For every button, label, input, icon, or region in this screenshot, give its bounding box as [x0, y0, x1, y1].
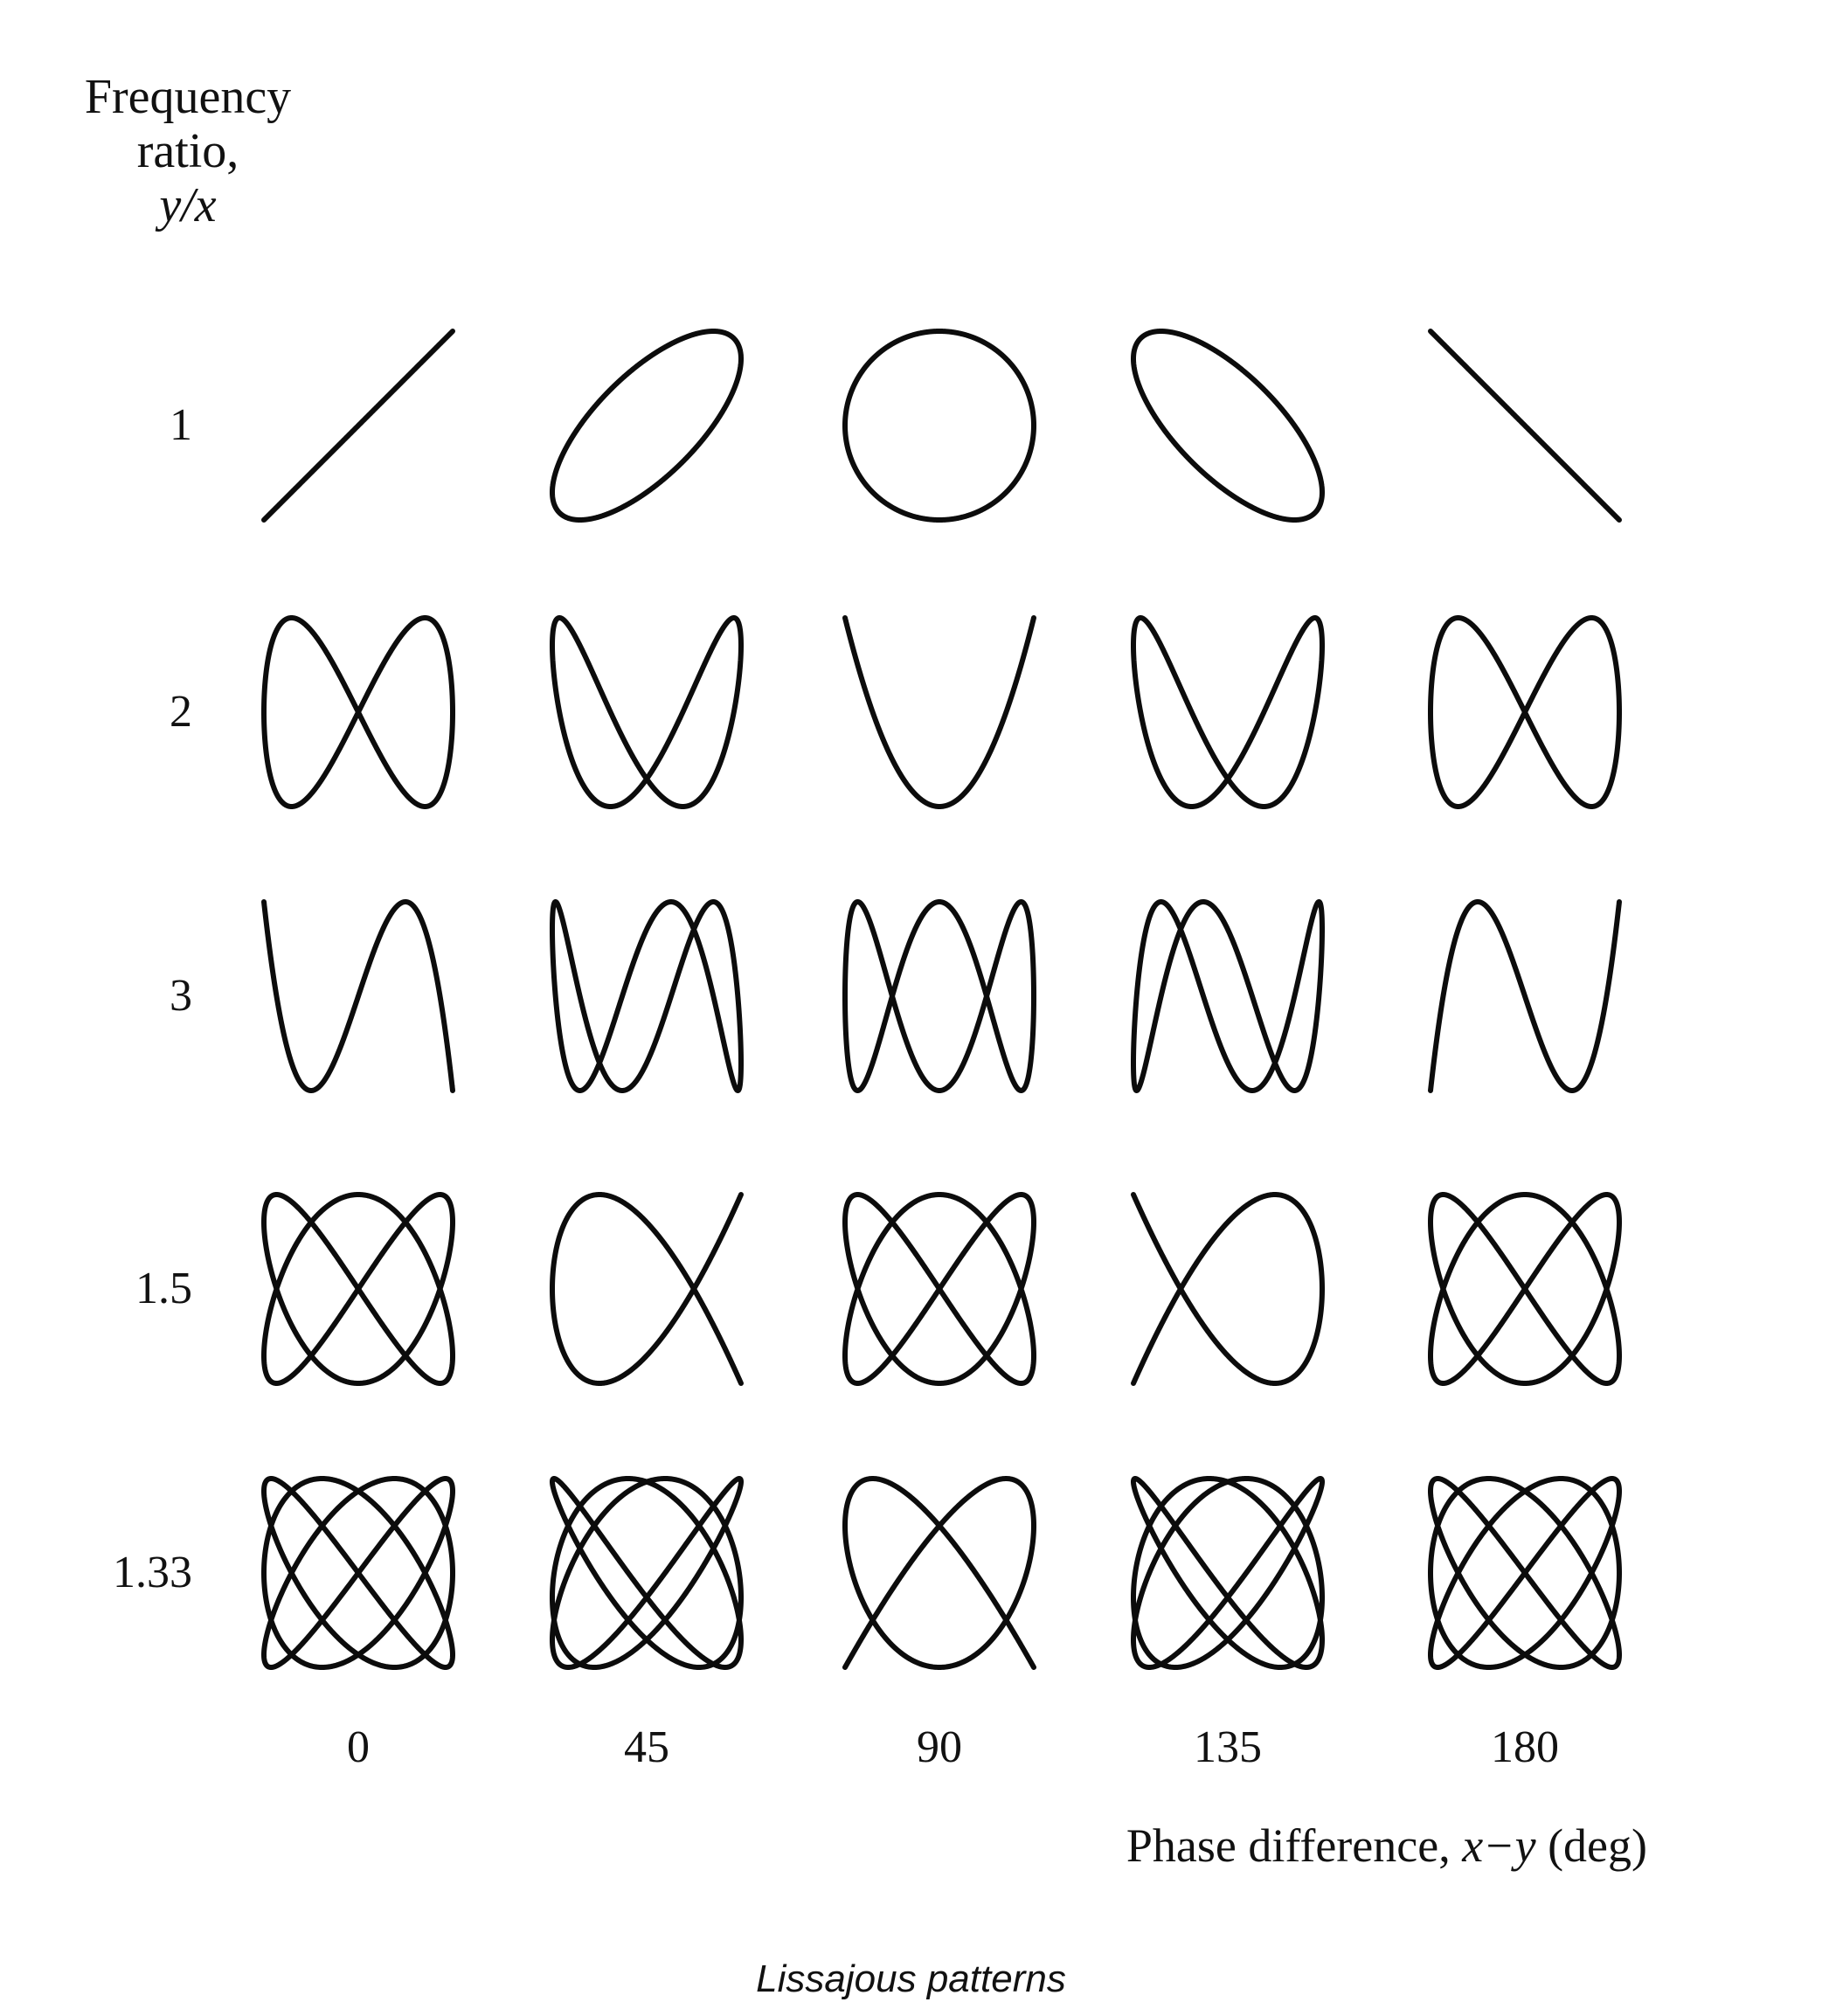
lissajous-curve-ratio-3-phase-180: [1431, 902, 1619, 1091]
lissajous-curve-ratio-3-phase-135: [1133, 902, 1322, 1091]
lissajous-curve-ratio-1-33-phase-180: [1431, 1479, 1619, 1667]
lissajous-curve-ratio-2-phase-180: [1431, 618, 1619, 807]
lissajous-curve-ratio-2-phase-90: [845, 618, 1034, 807]
lissajous-curve-ratio-3-phase-90: [845, 902, 1034, 1091]
lissajous-curve-ratio-1-phase-135: [1133, 331, 1322, 520]
lissajous-curve-ratio-1-5-phase-135: [1133, 1195, 1322, 1383]
y-axis-title-line-3: y/x: [159, 178, 217, 232]
column-label-180: 180: [1491, 1722, 1559, 1772]
lissajous-curve-ratio-2-phase-135: [1133, 618, 1322, 807]
column-label-45: 45: [624, 1722, 669, 1772]
figure-caption: Lissajous patterns: [756, 1957, 1066, 2000]
x-axis-title-suffix: (deg): [1535, 1819, 1647, 1872]
lissajous-curve-ratio-1-phase-45: [552, 331, 741, 520]
row-label-3: 3: [170, 971, 192, 1021]
row-label-1-33: 1.33: [113, 1548, 192, 1597]
lissajous-curve-ratio-1-phase-180: [1431, 331, 1619, 520]
lissajous-curve-ratio-1-33-phase-135: [1133, 1479, 1322, 1667]
lissajous-curve-ratio-1-phase-90: [845, 331, 1034, 520]
y-axis-title-line-1: Frequency: [84, 70, 292, 124]
lissajous-curve-ratio-2-phase-0: [264, 618, 453, 807]
lissajous-curve-ratio-1-33-phase-0: [264, 1479, 453, 1667]
column-label-90: 90: [917, 1722, 962, 1772]
lissajous-curve-ratio-3-phase-45: [552, 902, 741, 1091]
lissajous-curve-ratio-3-phase-0: [264, 902, 453, 1091]
lissajous-curve-ratio-1-33-phase-90: [845, 1479, 1034, 1667]
x-axis-title: [1126, 1818, 1647, 1874]
column-label-0: 0: [347, 1722, 370, 1772]
row-label-1: 1: [170, 400, 192, 450]
lissajous-curve-ratio-1-5-phase-90: [845, 1195, 1034, 1383]
row-label-1-5: 1.5: [135, 1264, 192, 1313]
lissajous-curve-ratio-1-5-phase-0: [264, 1195, 453, 1383]
lissajous-curve-ratio-1-33-phase-45: [552, 1479, 741, 1667]
lissajous-curve-ratio-2-phase-45: [552, 618, 741, 807]
y-axis-title-line-2: ratio,: [136, 124, 239, 178]
lissajous-curve-ratio-1-5-phase-45: [552, 1195, 741, 1383]
x-axis-title-var: x−y: [1462, 1819, 1536, 1872]
lissajous-curve-ratio-1-phase-0: [264, 331, 453, 520]
lissajous-curve-ratio-1-5-phase-180: [1431, 1195, 1619, 1383]
row-label-2: 2: [170, 687, 192, 737]
x-axis-title-prefix: Phase difference,: [1126, 1819, 1463, 1872]
column-label-135: 135: [1194, 1722, 1262, 1772]
